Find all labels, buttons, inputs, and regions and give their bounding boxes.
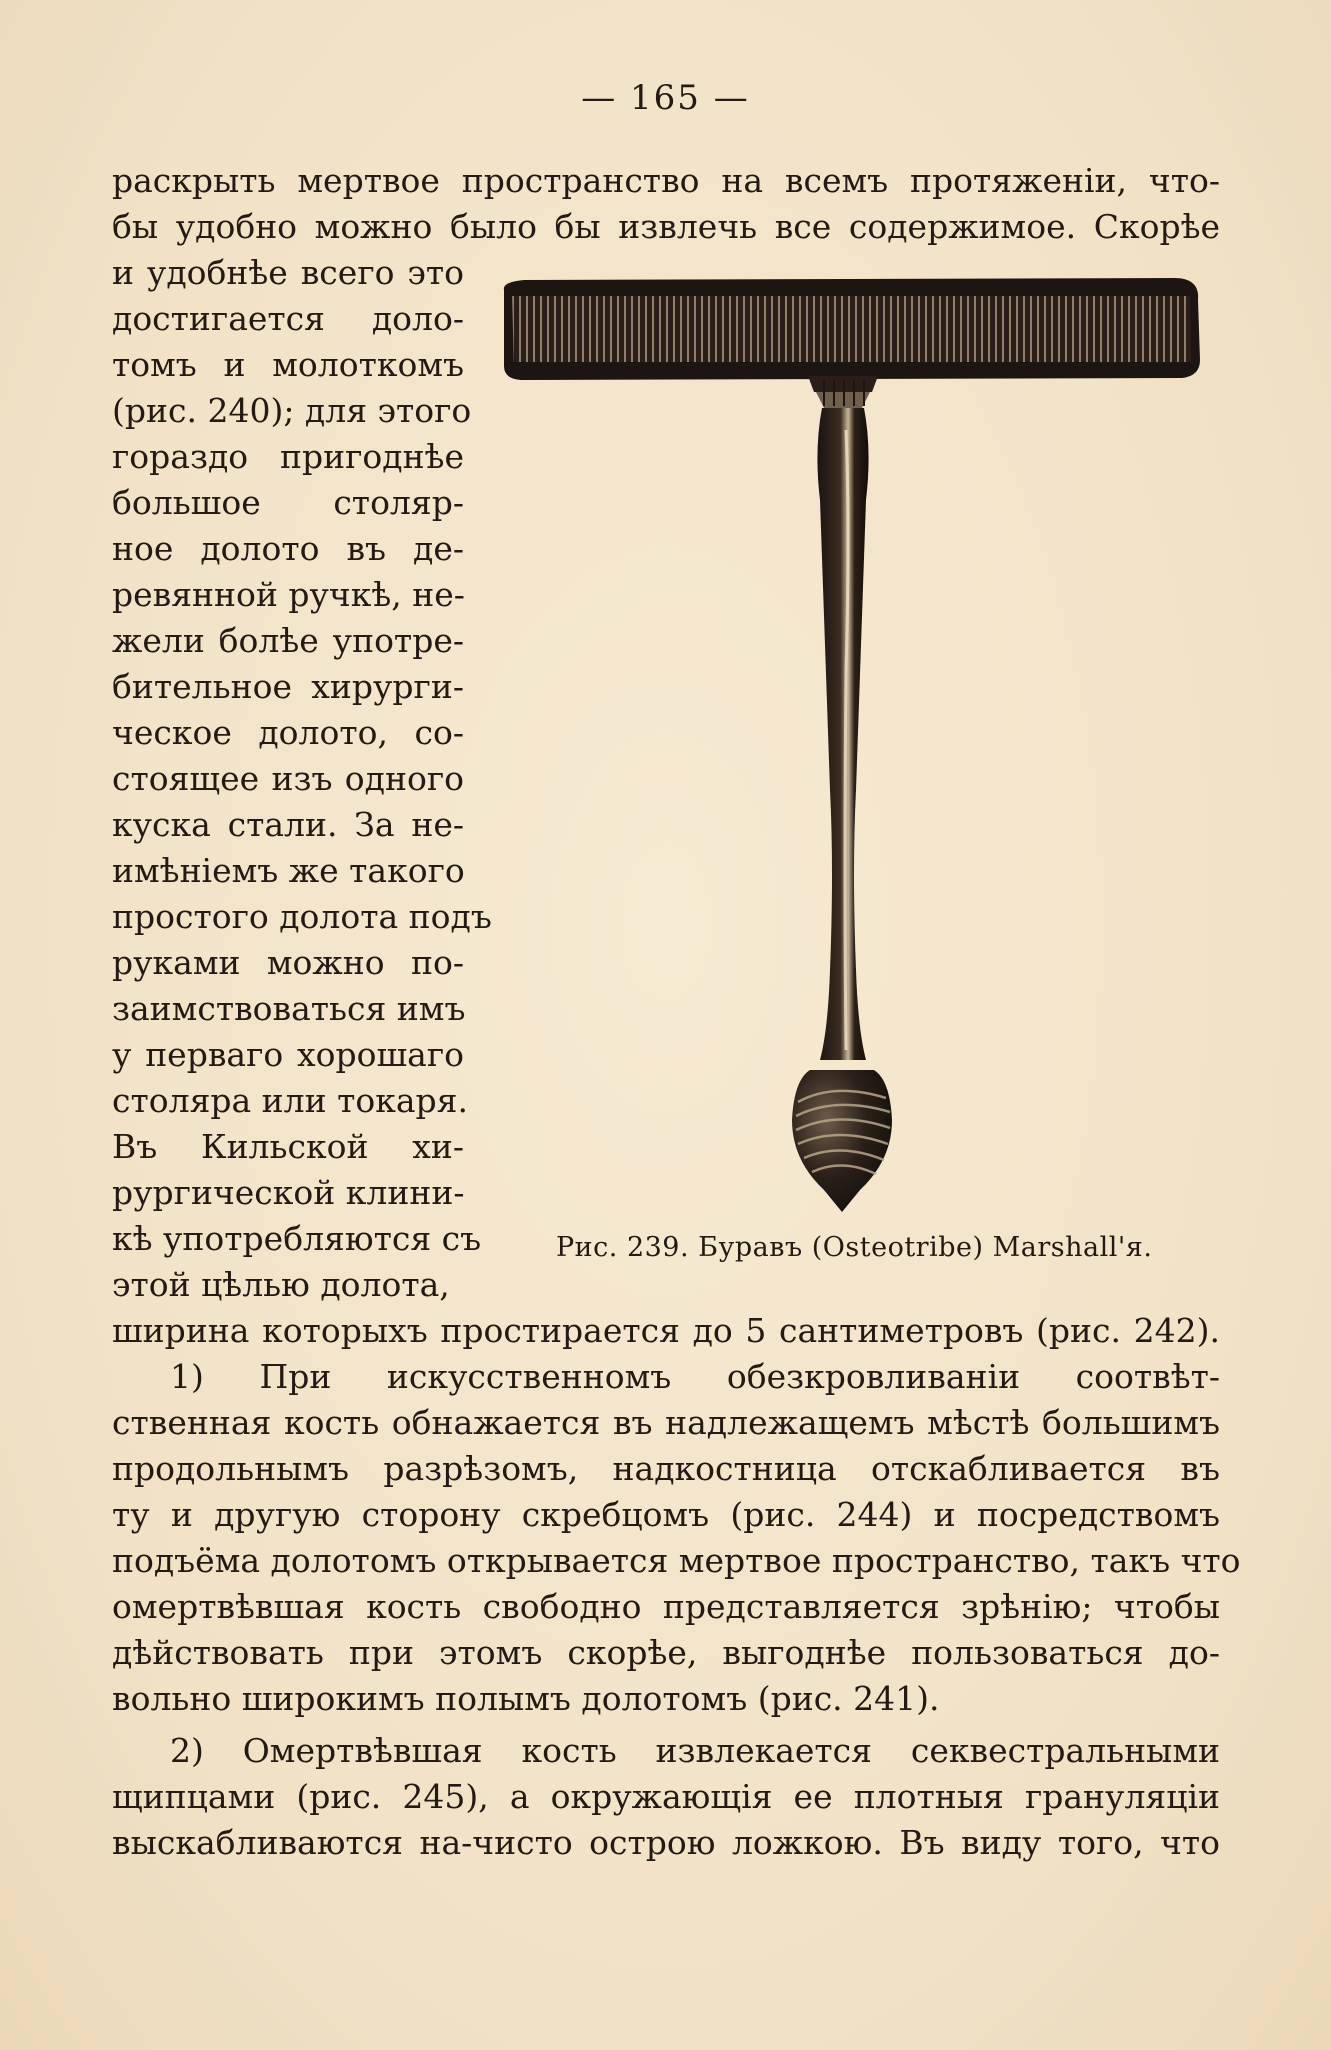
text-line: гораздо пригоднѣе: [112, 437, 464, 476]
text-line: дѣйствовать при этомъ скорѣе, выгоднѣе пользоваться до-: [112, 1633, 1220, 1672]
text-line: (рис. 240); для этого: [112, 391, 472, 430]
text-line: 2) Омертвѣвшая кость извлекается секвестральными: [170, 1731, 1220, 1770]
text-line: рургической клини-: [112, 1173, 465, 1212]
text-line: куска стали. За не-: [112, 805, 464, 844]
osteotribe-illustration: [494, 270, 1206, 1215]
text-line: ревянной ручкѣ, не-: [112, 575, 465, 614]
text-line: ту и другую сторону скребцомъ (рис. 244) и посредствомъ: [112, 1495, 1220, 1534]
text-line: ческое долото, со-: [112, 713, 464, 752]
text-line: раскрыть мертвое пространство на всемъ протяженіи, что-: [112, 161, 1220, 200]
text-line: простого долота подъ: [112, 897, 492, 936]
text-line: и удобнѣе всего это: [112, 253, 464, 292]
text-line: ное долото въ де-: [112, 529, 464, 568]
text-line: руками можно по-: [112, 943, 464, 982]
text-line: у перваго хорошаго: [112, 1035, 464, 1074]
figure-caption: Рис. 239. Буравъ (Osteotribe) Marshall'я.: [556, 1232, 1153, 1263]
text-line: Въ Кильской хи-: [112, 1127, 464, 1166]
text-line: бительное хирурги-: [112, 667, 464, 706]
text-line: ственная кость обнажается въ надлежащемъ мѣстѣ большимъ: [112, 1403, 1220, 1442]
text-line: вольно широкимъ полымъ долотомъ (рис. 241).: [112, 1679, 940, 1718]
text-line: выскабливаются на-чисто острою ложкою. Въ виду того, что: [112, 1823, 1220, 1862]
text-line: кѣ употребляются съ: [112, 1219, 482, 1258]
text-line: ширина которыхъ простирается до 5 сантиметровъ (рис. 242).: [112, 1311, 1220, 1350]
text-line: большое столяр-: [112, 483, 464, 522]
shaft: [817, 408, 868, 1060]
text-line: имѣніемъ же такого: [112, 851, 465, 890]
text-line: этой цѣлью долота,: [112, 1265, 450, 1304]
page-number: — 165 —: [581, 78, 750, 118]
text-line: 1) При искусственномъ обезкровливаніи соотвѣт-: [170, 1357, 1220, 1396]
text-line: подъёма долотомъ открывается мертвое пространство, такъ что: [112, 1541, 1241, 1580]
text-line: щипцами (рис. 245), а окружающія ее плотныя грануляціи: [112, 1777, 1220, 1816]
text-line: омертвѣвшая кость свободно представляется зрѣнію; чтобы: [112, 1587, 1220, 1626]
text-line: томъ и молоткомъ: [112, 345, 464, 384]
text-line: достигается долo-: [112, 299, 464, 338]
text-line: жели болѣе употре-: [112, 621, 464, 660]
text-line: бы удобно можно было бы извлечь все содержимое. Скорѣе: [112, 207, 1220, 246]
text-line: заимствоваться имъ: [112, 989, 466, 1028]
text-line: продольнымъ разрѣзомъ, надкостница отскабливается въ: [112, 1449, 1220, 1488]
text-line: стоящее изъ одного: [112, 759, 464, 798]
text-line: столяра или токаря.: [112, 1081, 468, 1120]
